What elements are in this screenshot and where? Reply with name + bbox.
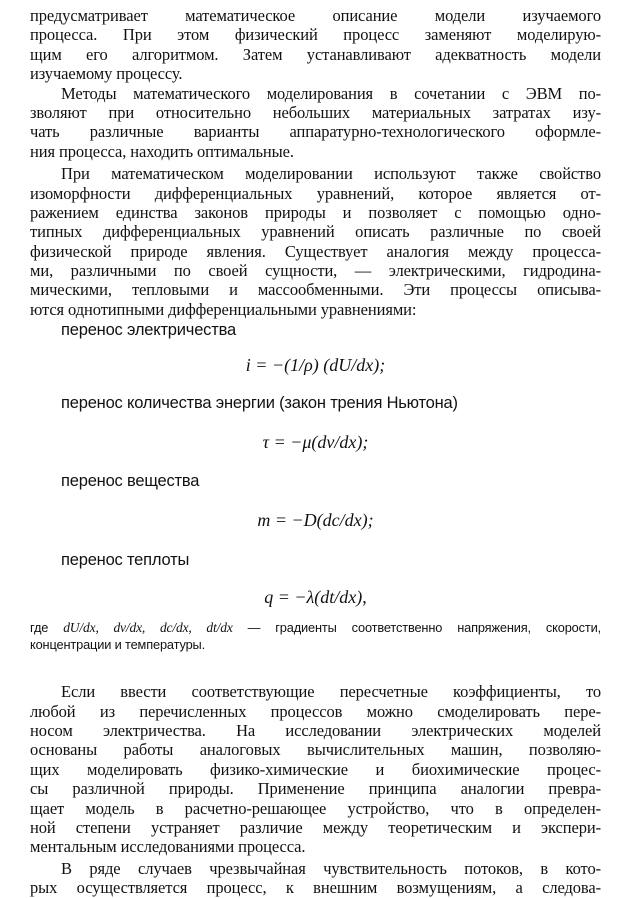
text-line: любой из перечисленных процессов можно смоделировать пере-	[30, 701, 601, 721]
text-line: ются однотипными дифференциальными уравнениями:	[30, 299, 417, 319]
equation-block	[30, 320, 601, 608]
equation-formula: m = −D(dc/dx);	[257, 510, 374, 531]
text-line: процесса. При этом физический процесс заменяют моделирую-	[30, 25, 601, 45]
equation-formula: i = −(1/ρ) (dU/dx);	[245, 355, 386, 376]
footnote-lead: где	[30, 620, 49, 636]
equation-label: перенос электричества	[61, 321, 236, 340]
text-line: сы различной природы. Применение принципа аналогии превра-	[30, 779, 601, 799]
equation-formula: q = −λ(dt/dx),	[264, 587, 367, 608]
text-line: ражением единства законов природы и позволяет с помощью одно-	[30, 202, 601, 222]
equation-label: перенос теплоты	[61, 551, 190, 570]
text-line: рых осуществляется процесс, к внешним возмущениям, а следова-	[30, 878, 601, 898]
text-line: ментальным исследованиями процесса.	[30, 837, 306, 857]
paragraph-3	[30, 164, 601, 319]
text-line: ния процесса, находить оптимальные.	[30, 141, 294, 161]
footnote-terms: dU/dx, dv/dx, dc/dx, dt/dx	[63, 620, 233, 636]
text-line: физической природе явления. Существует аналогия между процесса-	[30, 241, 601, 261]
text-line: щих моделировать физико-химические и биохимические процес-	[30, 759, 601, 779]
text-line: типных дифференциальных уравнений описать различные по своей	[30, 222, 601, 242]
equation-label: перенос вещества	[61, 472, 200, 491]
text-line: При математическом моделировании используют также свойство	[61, 164, 601, 184]
footnote	[30, 619, 601, 653]
text-line: Если ввести соответствующие пересчетные коэффициенты, то	[61, 682, 601, 702]
text-line: изучаемому процессу.	[30, 64, 183, 84]
text-line: предусматривает математическое описание модели изучаемого	[30, 6, 601, 25]
paragraph-1	[30, 6, 601, 84]
paragraph-2	[30, 84, 601, 162]
text-line: изоморфности дифференциальных уравнений, которое является от-	[30, 183, 601, 203]
text-line: носом электричества. На исследовании электрических моделей	[30, 721, 601, 741]
text-line: Методы математического моделирования в сочетании с ЭВМ по-	[61, 83, 601, 103]
document-page	[30, 6, 601, 898]
text-line: зволяют при относительно небольших материальных затратах изу-	[30, 102, 601, 122]
paragraph-4	[30, 682, 601, 857]
text-line: щает модель в расчетно-решающее устройство, что в определен-	[30, 798, 601, 818]
text-line: чать различные варианты аппаратурно-технологического оформле-	[30, 122, 601, 142]
equation-formula: τ = −μ(dv/dx);	[262, 432, 369, 453]
text-line: щим его алгоритмом. Затем устанавливают адекватность модели	[30, 44, 601, 64]
text-line: ми, различными по своей сущности, — электрическими, гидродина-	[30, 261, 601, 281]
text-line: В ряде случаев чрезвычайная чувствительность потоков, в кото-	[61, 858, 601, 878]
text-line: мическими, тепловыми и массообменными. Эти процессы описыва-	[30, 280, 601, 300]
equation-label: перенос количества энергии (закон трения Ньютона)	[61, 394, 458, 413]
footnote-line: концентрации и температуры.	[30, 637, 205, 653]
footnote-line	[30, 619, 601, 636]
text-line: ной степени устраняет различие между теоретическим и экспери-	[30, 817, 601, 837]
footnote-rest: — градиенты соответственно напряжения, скорости,	[247, 620, 602, 636]
text-line: основаны работы аналоговых вычислительных машин, позволяю-	[30, 740, 601, 760]
paragraph-5	[30, 859, 601, 898]
